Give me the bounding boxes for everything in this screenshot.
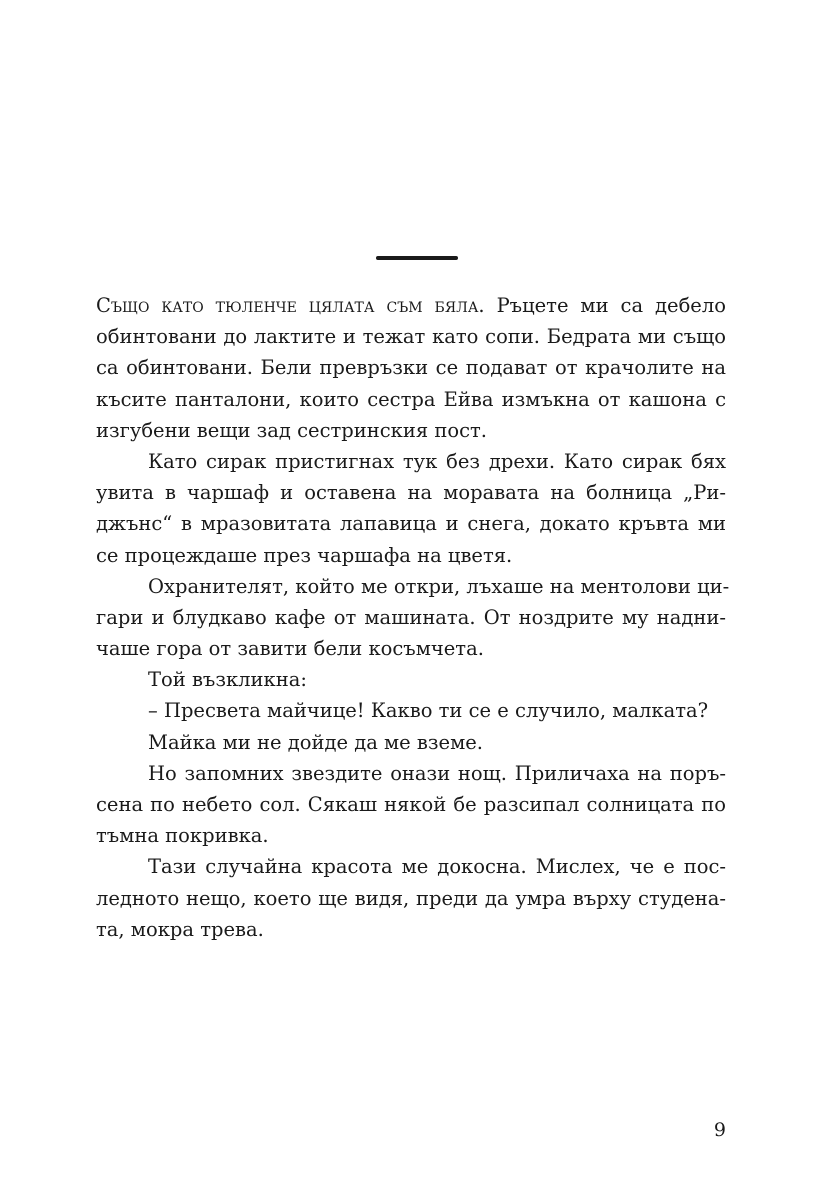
body-text bbox=[96, 290, 730, 945]
text-line: Като сирак пристигнах тук без дрехи. Като сирак бях bbox=[148, 449, 726, 473]
text-line bbox=[96, 290, 726, 321]
text-line: джънс“ в мразовитата лапавица и снега, докато кръвта ми bbox=[96, 512, 726, 536]
text-line: Тази случайна красота ме докосна. Мислех, че е пос- bbox=[148, 855, 726, 879]
text-line: Майка ми не дойде да ме вземе. bbox=[148, 730, 483, 754]
text-line: са обинтовани. Бели превръзки се подават от крачолите на bbox=[96, 356, 726, 380]
text-line: обинтовани до лактите и тежат като сопи. Бедрата ми също bbox=[96, 325, 726, 349]
lead-in-text: Също като тюленче цялата съм бяла. bbox=[96, 294, 485, 317]
dialogue-line: – Пресвета майчице! Какво ти се е случило, малката? bbox=[148, 699, 709, 723]
text-line: та, мокра трева. bbox=[96, 917, 264, 941]
text-line: Охранителят, който ме откри, лъхаше на ментолови ци- bbox=[148, 574, 730, 598]
text-line: се процеждаше през чаршафа на цветя. bbox=[96, 543, 513, 567]
text-line: ледното нещо, което ще видя, преди да умра върху студена- bbox=[96, 886, 726, 910]
section-ornament bbox=[376, 256, 458, 260]
text-line: Но запомних звездите онази нощ. Приличаха на поръ- bbox=[148, 761, 726, 785]
text-span: Ръцете ми са дебело bbox=[484, 294, 726, 317]
text-line: тъмна покривка. bbox=[96, 824, 269, 848]
text-line: увита в чаршаф и оставена на моравата на болница „Ри- bbox=[96, 481, 726, 505]
text-line: сена по небето сол. Сякаш някой бе разсипал солницата по bbox=[96, 793, 726, 816]
page-number: 9 bbox=[713, 1119, 726, 1141]
text-line: изгубени вещи зад сестринския пост. bbox=[96, 418, 487, 442]
text-line: Той възкликна: bbox=[148, 668, 307, 692]
text-line: късите панталони, които сестра Ейва измъкна от кашона с bbox=[96, 387, 726, 411]
text-line: чаше гора от завити бели косъмчета. bbox=[96, 637, 484, 661]
text-line: гари и блудкаво кафе от машината. От ноздрите му надни- bbox=[96, 605, 726, 629]
